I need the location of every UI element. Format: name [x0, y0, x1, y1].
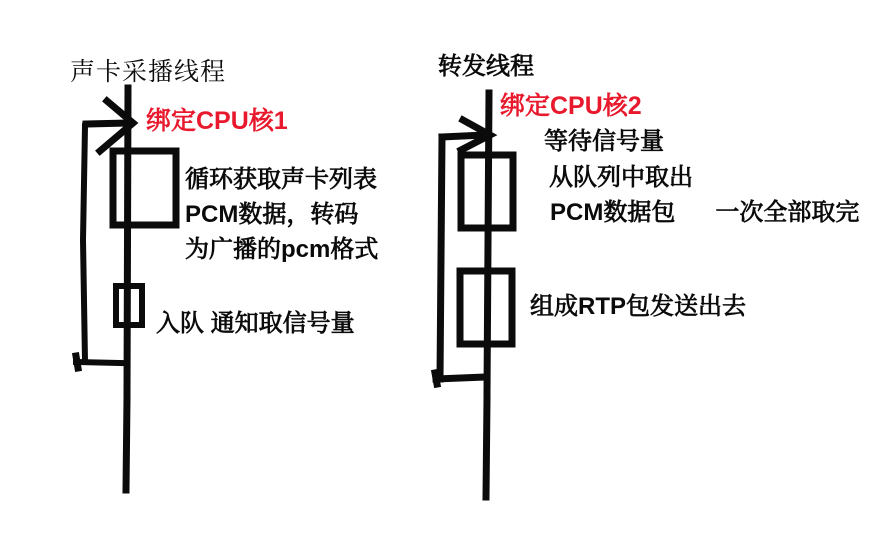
left-loop-body-line-2: PCM数据，转码: [185, 201, 359, 228]
left-loop-body-line-3: 为广播的pcm格式: [185, 236, 379, 263]
right-thread-figure: [435, 93, 513, 497]
left-arrow-shaft: [86, 123, 126, 124]
right-arrow-shaft: [442, 135, 484, 137]
left-cpu-binding-label: 绑定CPU核1: [146, 107, 288, 135]
right-thread-title: 转发线程: [438, 53, 534, 80]
right-loop-bottom-tick: [435, 373, 437, 384]
right-dequeue-label-line-2: [550, 199, 859, 228]
right-dequeue-note: 一次全部取完: [715, 199, 860, 226]
right-send-rtp-label: 组成RTP包发送出去: [530, 293, 746, 320]
left-loop-body-line-1: 循环获取声卡列表: [185, 166, 377, 193]
left-process-box-large: [113, 151, 176, 225]
left-loop-bottom-line: [76, 362, 122, 363]
right-dequeue-pcm-label: PCM数据包: [550, 199, 676, 226]
right-dequeue-label-line-1: 从队列中取出: [549, 164, 693, 191]
right-loop-return-line: [440, 137, 442, 379]
left-loop-body-text: [185, 162, 378, 267]
right-cpu-binding-label: 绑定CPU核2: [500, 92, 642, 120]
right-loop-bottom-line: [436, 377, 485, 379]
left-loop-return-line: [83, 126, 85, 361]
left-thread-figure: [76, 88, 176, 490]
left-thread-title: 声卡采播线程: [70, 58, 227, 86]
left-enqueue-label: 入队 通知取信号量: [156, 310, 355, 337]
right-wait-semaphore-label: 等待信号量: [544, 128, 664, 155]
left-loop-bottom-tick: [76, 356, 78, 368]
